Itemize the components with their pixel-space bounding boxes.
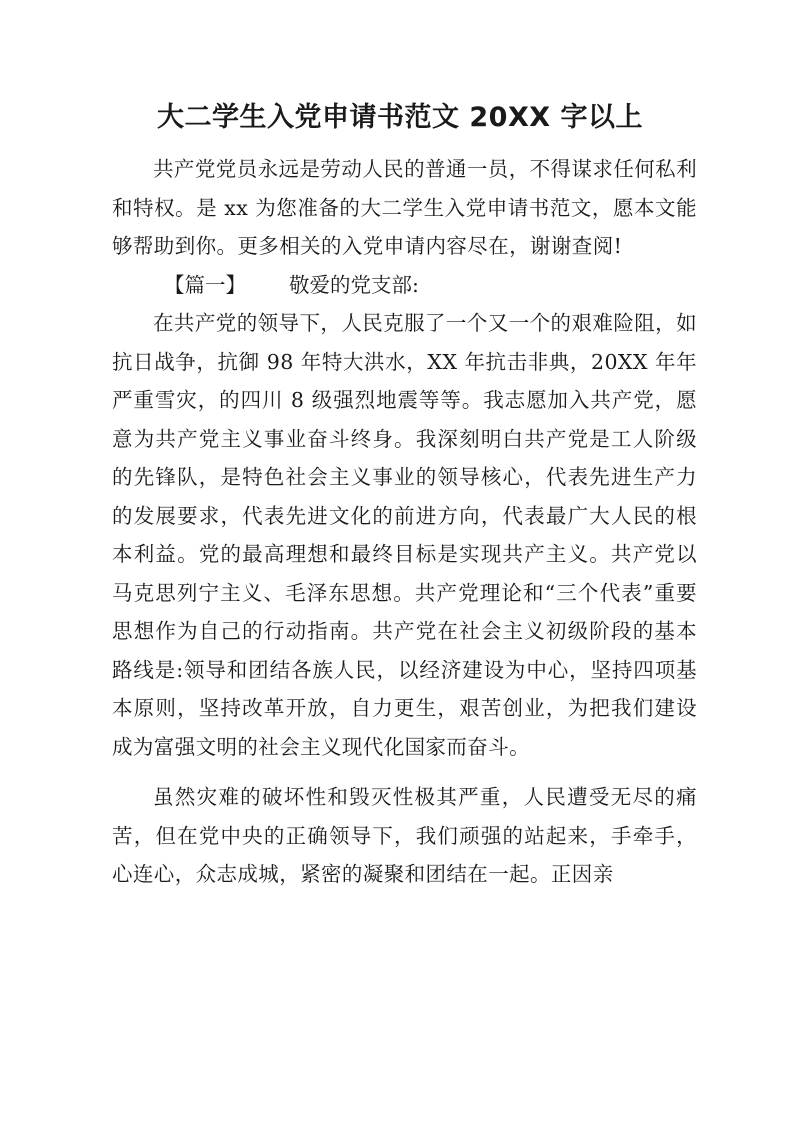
section-label: 【篇一】 [164, 272, 246, 297]
intro-paragraph: 共产党党员永远是劳动人民的普通一员，不得谋求任何私利和特权。是 xx 为您准备的大二学生入党申请书范文，愿本文能够帮助到你。更多相关的入党申请内容尽在，谢谢查阅! [112, 157, 697, 258]
section-heading [112, 266, 697, 305]
document-body [112, 150, 697, 894]
body-paragraph-2: 虽然灾难的破坏性和毁灭性极其严重，人民遭受无尽的痛苦，但在党中央的正确领导下，我们顽强的站起来，手牵手，心连心，众志成城，紧密的凝聚和团结在一起。正因亲 [112, 785, 697, 886]
document-title: 大二学生入党申请书范文 20XX 字以上 [156, 102, 643, 133]
salutation: 敬爱的党支部: [289, 272, 419, 297]
body-paragraph-1: 在共产党的领导下，人民克服了一个又一个的艰难险阻，如抗日战争，抗御 98 年特大洪水，XX 年抗击非典，20XX 年年严重雪灾，的四川 8 级强烈地震等等。我志愿加入共产党，愿意为共产党主义事业奋斗终身。我深刻明白共产党是工人阶级的先锋队，是特色社会主义事业的领导核心，代表先进生产力的发展要求，代表先进文化的前进方向，代表最广大人民的根本利益。党的最高理想和最终目标是实现共产主义。共产党以马克思列宁主义、毛泽东思想。共产党理论和“三个代表”重要思想作为自己的行动指南。共产党在社会主义初级阶段的基本路线是:领导和团结各族人民，以经济建设为中心，坚持四项基本原则，坚持改革开放，自力更生，艰苦创业，为把我们建设成为富强文明的社会主义现代化国家而奋斗。 [112, 311, 697, 759]
